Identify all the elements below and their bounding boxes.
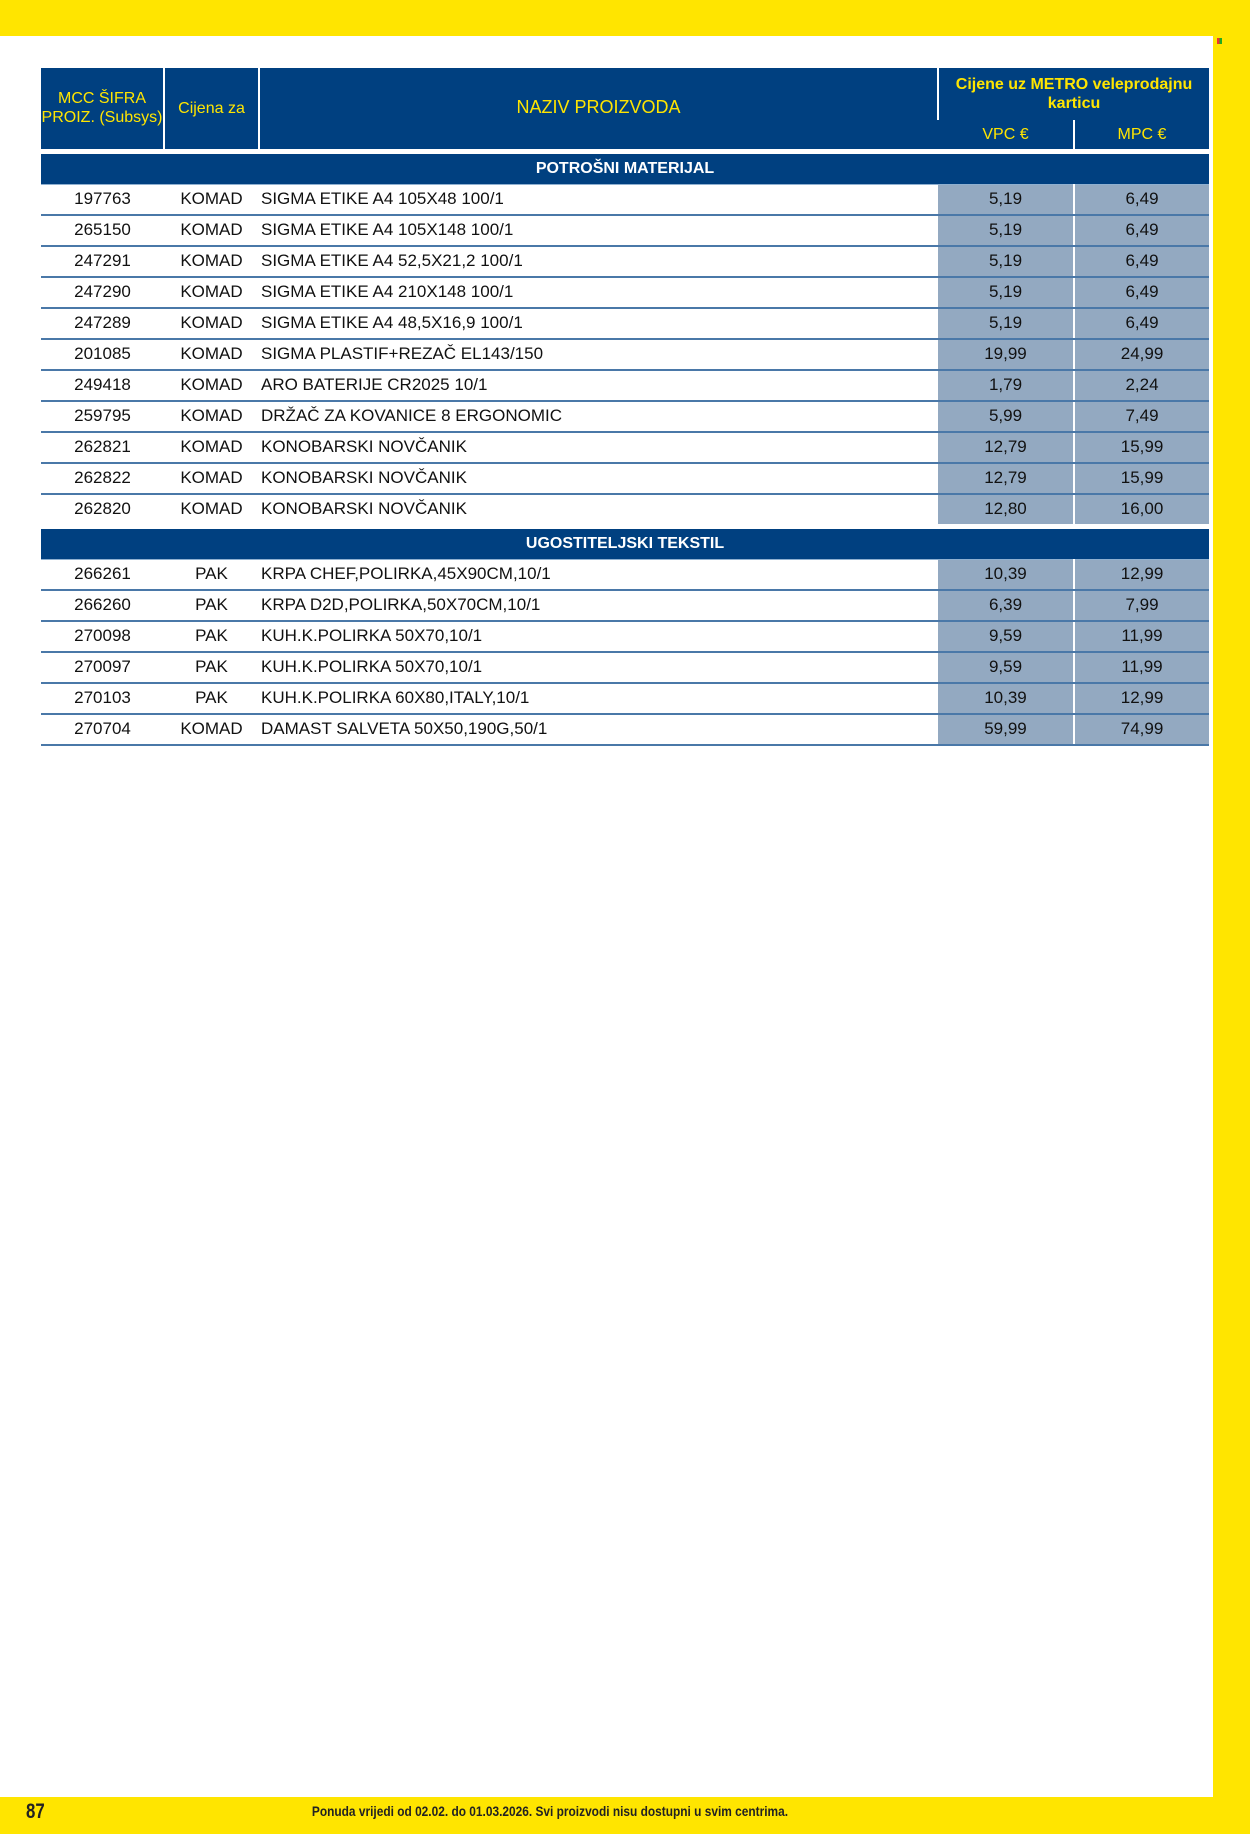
price-vpc: 10,39 bbox=[938, 683, 1074, 714]
unit: KOMAD bbox=[164, 246, 259, 277]
table-row bbox=[41, 401, 1209, 432]
price-mpc: 11,99 bbox=[1074, 652, 1209, 683]
table-row bbox=[41, 308, 1209, 339]
product-name: ARO BATERIJE CR2025 10/1 bbox=[259, 370, 938, 401]
product-name: SIGMA PLASTIF+REZAČ EL143/150 bbox=[259, 339, 938, 370]
section-title: POTROŠNI MATERIJAL bbox=[41, 151, 1209, 184]
product-name: DAMAST SALVETA 50X50,190G,50/1 bbox=[259, 714, 938, 745]
product-code: 270097 bbox=[41, 652, 164, 683]
price-vpc: 5,19 bbox=[938, 308, 1074, 339]
table-row bbox=[41, 494, 1209, 527]
price-mpc: 6,49 bbox=[1074, 215, 1209, 246]
price-mpc: 12,99 bbox=[1074, 559, 1209, 590]
price-mpc: 74,99 bbox=[1074, 714, 1209, 745]
product-code: 247291 bbox=[41, 246, 164, 277]
price-mpc: 7,99 bbox=[1074, 590, 1209, 621]
price-vpc: 12,80 bbox=[938, 494, 1074, 527]
price-vpc: 12,79 bbox=[938, 432, 1074, 463]
price-mpc: 24,99 bbox=[1074, 339, 1209, 370]
unit: KOMAD bbox=[164, 277, 259, 308]
price-vpc: 1,79 bbox=[938, 370, 1074, 401]
unit: PAK bbox=[164, 652, 259, 683]
unit: KOMAD bbox=[164, 401, 259, 432]
table-row bbox=[41, 714, 1209, 745]
price-vpc: 5,19 bbox=[938, 246, 1074, 277]
color-mark bbox=[1217, 38, 1222, 44]
product-code: 266260 bbox=[41, 590, 164, 621]
product-name: KUH.K.POLIRKA 50X70,10/1 bbox=[259, 621, 938, 652]
unit: KOMAD bbox=[164, 215, 259, 246]
table-row bbox=[41, 246, 1209, 277]
col-header-vpc: VPC € bbox=[938, 120, 1074, 151]
price-mpc: 11,99 bbox=[1074, 621, 1209, 652]
product-name: KUH.K.POLIRKA 50X70,10/1 bbox=[259, 652, 938, 683]
top-yellow-bar bbox=[0, 0, 1250, 36]
product-code: 247290 bbox=[41, 277, 164, 308]
table-row bbox=[41, 432, 1209, 463]
product-code: 270704 bbox=[41, 714, 164, 745]
unit: KOMAD bbox=[164, 339, 259, 370]
unit: KOMAD bbox=[164, 714, 259, 745]
product-code: 259795 bbox=[41, 401, 164, 432]
product-name: SIGMA ETIKE A4 105X148 100/1 bbox=[259, 215, 938, 246]
product-code: 249418 bbox=[41, 370, 164, 401]
product-name: SIGMA ETIKE A4 52,5X21,2 100/1 bbox=[259, 246, 938, 277]
unit: KOMAD bbox=[164, 494, 259, 527]
right-yellow-bar bbox=[1213, 36, 1250, 1834]
unit: PAK bbox=[164, 621, 259, 652]
table-row bbox=[41, 277, 1209, 308]
price-mpc: 6,49 bbox=[1074, 308, 1209, 339]
product-code: 266261 bbox=[41, 559, 164, 590]
unit: KOMAD bbox=[164, 184, 259, 215]
price-vpc: 5,19 bbox=[938, 215, 1074, 246]
product-code: 262821 bbox=[41, 432, 164, 463]
price-mpc: 2,24 bbox=[1074, 370, 1209, 401]
unit: PAK bbox=[164, 559, 259, 590]
section-header bbox=[41, 151, 1209, 184]
product-name: KUH.K.POLIRKA 60X80,ITALY,10/1 bbox=[259, 683, 938, 714]
footer-note: Ponuda vrijedi od 02.02. do 01.03.2026. Svi proizvodi nisu dostupni u svim centrima. bbox=[311, 1803, 789, 1819]
unit: KOMAD bbox=[164, 463, 259, 494]
product-code: 262822 bbox=[41, 463, 164, 494]
unit: KOMAD bbox=[164, 370, 259, 401]
product-code: 265150 bbox=[41, 215, 164, 246]
price-vpc: 5,99 bbox=[938, 401, 1074, 432]
product-name: SIGMA ETIKE A4 48,5X16,9 100/1 bbox=[259, 308, 938, 339]
product-name: SIGMA ETIKE A4 210X148 100/1 bbox=[259, 277, 938, 308]
price-mpc: 6,49 bbox=[1074, 184, 1209, 215]
col-header-code: MCC ŠIFRA PROIZ. (Subsys) bbox=[41, 68, 164, 151]
product-code: 270103 bbox=[41, 683, 164, 714]
price-vpc: 5,19 bbox=[938, 184, 1074, 215]
table-row bbox=[41, 590, 1209, 621]
product-code: 262820 bbox=[41, 494, 164, 527]
section-title: UGOSTITELJSKI TEKSTIL bbox=[41, 526, 1209, 559]
table-row bbox=[41, 339, 1209, 370]
product-name: SIGMA ETIKE A4 105X48 100/1 bbox=[259, 184, 938, 215]
price-vpc: 9,59 bbox=[938, 652, 1074, 683]
price-table bbox=[41, 68, 1209, 746]
price-mpc: 15,99 bbox=[1074, 432, 1209, 463]
table-row bbox=[41, 683, 1209, 714]
product-name: KRPA D2D,POLIRKA,50X70CM,10/1 bbox=[259, 590, 938, 621]
table-row bbox=[41, 621, 1209, 652]
price-mpc: 15,99 bbox=[1074, 463, 1209, 494]
price-mpc: 6,49 bbox=[1074, 277, 1209, 308]
price-vpc: 6,39 bbox=[938, 590, 1074, 621]
product-code: 247289 bbox=[41, 308, 164, 339]
table-row bbox=[41, 559, 1209, 590]
product-name: KONOBARSKI NOVČANIK bbox=[259, 494, 938, 527]
page-number: 87 bbox=[26, 1800, 45, 1823]
price-vpc: 12,79 bbox=[938, 463, 1074, 494]
col-header-name: NAZIV PROIZVODA bbox=[259, 68, 938, 151]
price-mpc: 7,49 bbox=[1074, 401, 1209, 432]
col-header-unit: Cijena za bbox=[164, 68, 259, 151]
price-vpc: 9,59 bbox=[938, 621, 1074, 652]
table-row bbox=[41, 370, 1209, 401]
price-mpc: 16,00 bbox=[1074, 494, 1209, 527]
product-name: KONOBARSKI NOVČANIK bbox=[259, 463, 938, 494]
table-row bbox=[41, 215, 1209, 246]
product-code: 197763 bbox=[41, 184, 164, 215]
table-row bbox=[41, 184, 1209, 215]
section-header bbox=[41, 526, 1209, 559]
price-vpc: 19,99 bbox=[938, 339, 1074, 370]
product-name: KRPA CHEF,POLIRKA,45X90CM,10/1 bbox=[259, 559, 938, 590]
price-vpc: 59,99 bbox=[938, 714, 1074, 745]
unit: KOMAD bbox=[164, 432, 259, 463]
product-name: KONOBARSKI NOVČANIK bbox=[259, 432, 938, 463]
unit: PAK bbox=[164, 683, 259, 714]
price-vpc: 5,19 bbox=[938, 277, 1074, 308]
price-vpc: 10,39 bbox=[938, 559, 1074, 590]
unit: KOMAD bbox=[164, 308, 259, 339]
unit: PAK bbox=[164, 590, 259, 621]
col-header-prices: Cijene uz METRO veleprodajnu karticu bbox=[938, 68, 1209, 120]
price-mpc: 6,49 bbox=[1074, 246, 1209, 277]
product-code: 270098 bbox=[41, 621, 164, 652]
product-code: 201085 bbox=[41, 339, 164, 370]
price-mpc: 12,99 bbox=[1074, 683, 1209, 714]
table-row bbox=[41, 463, 1209, 494]
table-row bbox=[41, 652, 1209, 683]
product-name: DRŽAČ ZA KOVANICE 8 ERGONOMIC bbox=[259, 401, 938, 432]
col-header-mpc: MPC € bbox=[1074, 120, 1209, 151]
